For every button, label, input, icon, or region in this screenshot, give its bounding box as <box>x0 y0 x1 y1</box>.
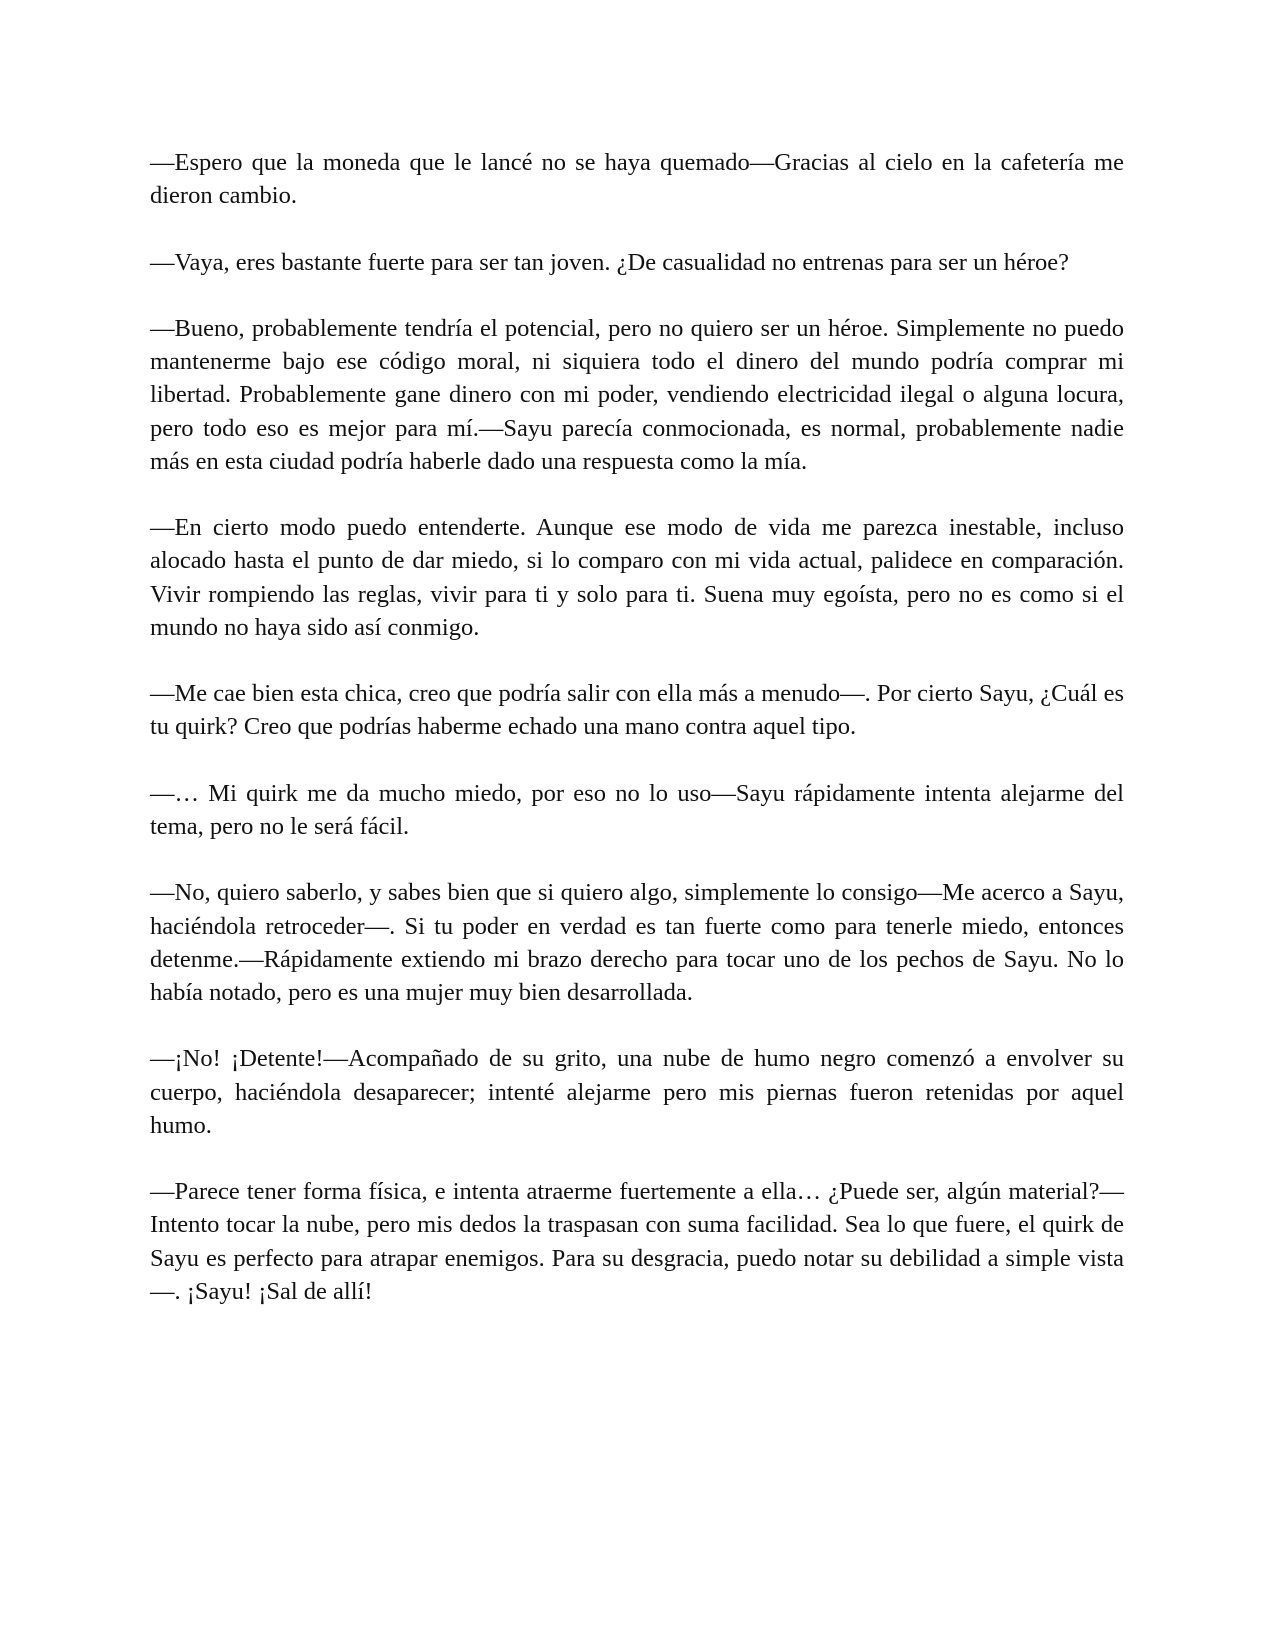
paragraph-5: —Me cae bien esta chica, creo que podría salir con ella más a menudo—. Por cierto Sayu, ¿Cuál es tu quirk? Creo que podrías haberme echado una mano contra aquel tipo. <box>150 680 1124 741</box>
paragraph-2: —Vaya, eres bastante fuerte para ser tan joven. ¿De casualidad no entrenas para ser un héroe? <box>150 248 1069 276</box>
paragraph-8: —¡No! ¡Detente!—Acompañado de su grito, una nube de humo negro comenzó a envolver su cuerpo, haciéndola desaparecer; intenté alejarme pero mis piernas fueron retenidas por aquel humo. <box>150 1045 1124 1139</box>
document-page <box>150 146 1124 1341</box>
paragraph-6: —… Mi quirk me da mucho miedo, por eso no lo uso—Sayu rápidamente intenta alejarme del tema, pero no le será fácil. <box>150 779 1124 840</box>
paragraph-9: —Parece tener forma física, e intenta atraerme fuertemente a ella… ¿Puede ser, algún material?—Intento tocar la nube, pero mis dedos la traspasan con suma facilidad. Sea lo que fuere, el quirk de Sayu es perfecto para atrapar enemigos. Para su desgracia, puedo notar su debilidad a simple vista—. ¡Sayu! ¡Sal de allí! <box>150 1178 1124 1305</box>
paragraph-1: —Espero que la moneda que le lancé no se haya quemado—Gracias al cielo en la cafetería me dieron cambio. <box>150 149 1124 210</box>
paragraph-3: —Bueno, probablemente tendría el potencial, pero no quiero ser un héroe. Simplemente no puedo mantenerme bajo ese código moral, ni siquiera todo el dinero del mundo podría comprar mi libertad. Probablemente gane dinero con mi poder, vendiendo electricidad ilegal o alguna locura, pero todo eso es mejor para mí.—Sayu parecía conmocionada, es normal, probablemente nadie más en esta ciudad podría haberle dado una respuesta como la mía. <box>150 314 1124 475</box>
paragraph-7: —No, quiero saberlo, y sabes bien que si quiero algo, simplemente lo consigo—Me acerco a Sayu, haciéndola retroceder—. Si tu poder en verdad es tan fuerte como para tenerle miedo, entonces detenme.—Rápidamente extiendo mi brazo derecho para tocar uno de los pechos de Sayu. No lo había notado, pero es una mujer muy bien desarrollada. <box>150 879 1124 1006</box>
paragraph-4: —En cierto modo puedo entenderte. Aunque ese modo de vida me parezca inestable, incluso alocado hasta el punto de dar miedo, si lo comparo con mi vida actual, palidece en comparación. Vivir rompiendo las reglas, vivir para ti y solo para ti. Suena muy egoísta, pero no es como si el mundo no haya sido así conmigo. <box>150 514 1124 641</box>
